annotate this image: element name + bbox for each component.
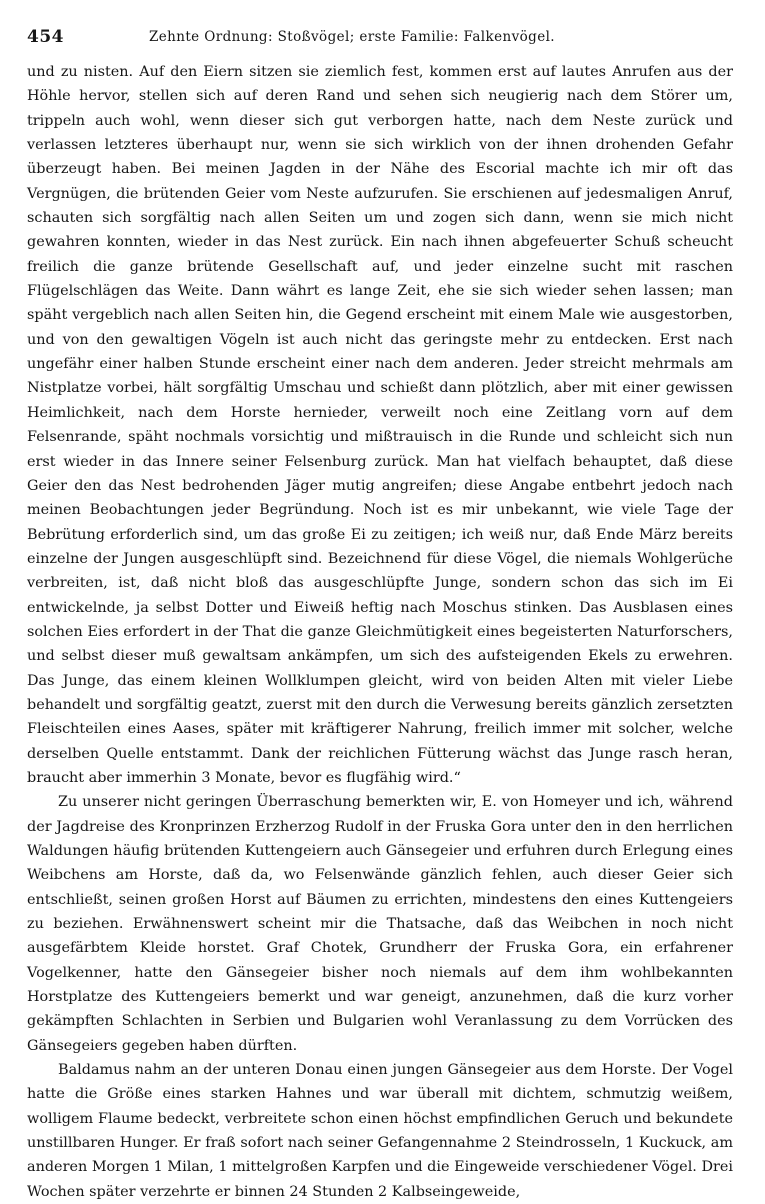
paragraph-1: und zu nisten. Auf den Eiern sitzen sie ziemlich fest, kommen erst auf lautes Anrufen aus der Höhle hervor, stellen sich auf deren Rand und sehen sich neugierig nach dem Störer um, trippeln auch wohl, wenn dieser sich gut verborgen hatte, nach dem Neste zurück und verlassen letzteres überhaupt nur, wenn sie sich wirklich von der ihnen drohenden Gefahr überzeugt haben. Bei meinen Jagden in der Nähe des Escorial machte ich mir oft das Vergnügen, die brütenden Geier vom Neste aufzurufen. Sie erschienen auf jedesmaligen Anruf, schauten sich sorgfältig nach allen Seiten um und zogen sich dann, wenn sie mich nicht gewahren konnten, wieder in das Nest zurück. Ein nach ihnen abgefeuerter Schuß scheucht freilich die ganze brütende Gesellschaft auf, und jeder einzelne sucht mit raschen Flügelschlägen das Weite. Dann währt es lange Zeit, ehe sie sich wieder sehen lassen; man späht vergeblich nach allen Seiten hin, die Gegend erscheint mit einem Male wie ausgestorben, und von den gewaltigen Vögeln ist auch nicht das geringste mehr zu entdecken. Erst nach ungefähr einer halben Stunde erscheint einer nach dem anderen. Jeder streicht mehrmals am Nistplatze vorbei, hält sorgfältig Umschau und schießt dann plötzlich, aber mit einer gewissen Heimlichkeit, nach dem Horste hernieder, verweilt noch eine Zeitlang vorn auf dem Felsenrande, späht nochmals vorsichtig und mißtrauisch in die Runde und schleicht sich nun erst wieder in das Innere seiner Felsenburg zurück. Man hat vielfach behauptet, daß diese Geier den das Nest bedrohenden Jäger mutig angreifen; diese Angabe entbehrt jedoch nach meinen Beobachtungen jeder Begründung. Noch ist es mir unbekannt, wie viele Tage der Bebrütung erforderlich sind, um das große Ei zu zeitigen; ich weiß nur, daß Ende März bereits einzelne der Jungen ausgeschlüpft sind. Bezeichnend für diese Vögel, die niemals Wohlgerüche verbreiten, ist, daß nicht bloß das ausgeschlüpfte Junge, sondern schon das sich im Ei entwickelnde, ja selbst Dotter und Eiweiß heftig nach Moschus stinken. Das Ausblasen eines solchen Eies erfordert in der That die ganze Gleichmütigkeit eines begeisterten Naturforschers, und selbst dieser muß gewaltsam ankämpfen, um sich des aufsteigenden Ekels zu erwehren. Das Junge, das einem kleinen Wollklumpen gleicht, wird von beiden Alten mit vieler Liebe behandelt und sorgfältig geatzt, zuerst mit den durch die Verwesung bereits gänzlich zersetzten Fleischteilen eines Aases, später mit kräftigerer Nahrung, freilich immer mit solcher, welche derselben Quelle entstammt. Dank der reichlichen Fütterung wächst das Junge rasch heran, braucht aber immerhin 3 Monate, bevor es flugfähig wird.“ [27, 64, 733, 786]
page-number: 454 [27, 27, 64, 47]
running-title: Zehnte Ordnung: Stoßvögel; erste Familie: Falkenvögel. [149, 29, 555, 45]
body-text [27, 60, 733, 1204]
paragraph-2: Zu unserer nicht geringen Überraschung bemerkten wir, E. von Homeyer und ich, während der Jagdreise des Kronprinzen Erzherzog Rudolf in der Fruska Gora unter den in den herrlichen Waldungen häufig brütenden Kuttengeiern auch Gänsegeier und erfuhren durch Erlegung eines Weibchens am Horste, daß da, wo Felsenwände gänzlich fehlen, auch dieser Geier sich entschließt, seinen großen Horst auf Bäumen zu errichten, mindestens den eines Kuttengeiers zu beziehen. Erwähnenswert scheint mir die Thatsache, daß das Weibchen in noch nicht ausgefärbtem Kleide horstet. Graf Chotek, Grundherr der Fruska Gora, ein erfahrener Vogelkenner, hatte den Gänsegeier bisher noch niemals auf dem ihm wohlbekannten Horstplatze des Kuttengeiers bemerkt und war geneigt, anzunehmen, daß die kurz vorher gekämpften Schlachten in Serbien und Bulgarien wohl Veranlassung zu dem Vorrücken des Gänsegeiers gegeben haben dürften. [27, 794, 733, 1054]
paragraph-3: Baldamus nahm an der unteren Donau einen jungen Gänsegeier aus dem Horste. Der Vogel hatte die Größe eines starken Hahnes und war überall mit dichtem, schmutzig weißem, wolligem Flaume bedeckt, verbreitete schon einen höchst empfindlichen Geruch und bekundete unstillbaren Hunger. Er fraß sofort nach seiner Gefangennahme 2 Steindrosseln, 1 Kuckuck, am anderen Morgen 1 Milan, 1 mittelgroßen Karpfen und die Eingeweide verschiedener Vögel. Drei Wochen später verzehrte er binnen 24 Stunden 2 Kalbseingeweide, [27, 1062, 733, 1200]
running-head [27, 27, 732, 49]
